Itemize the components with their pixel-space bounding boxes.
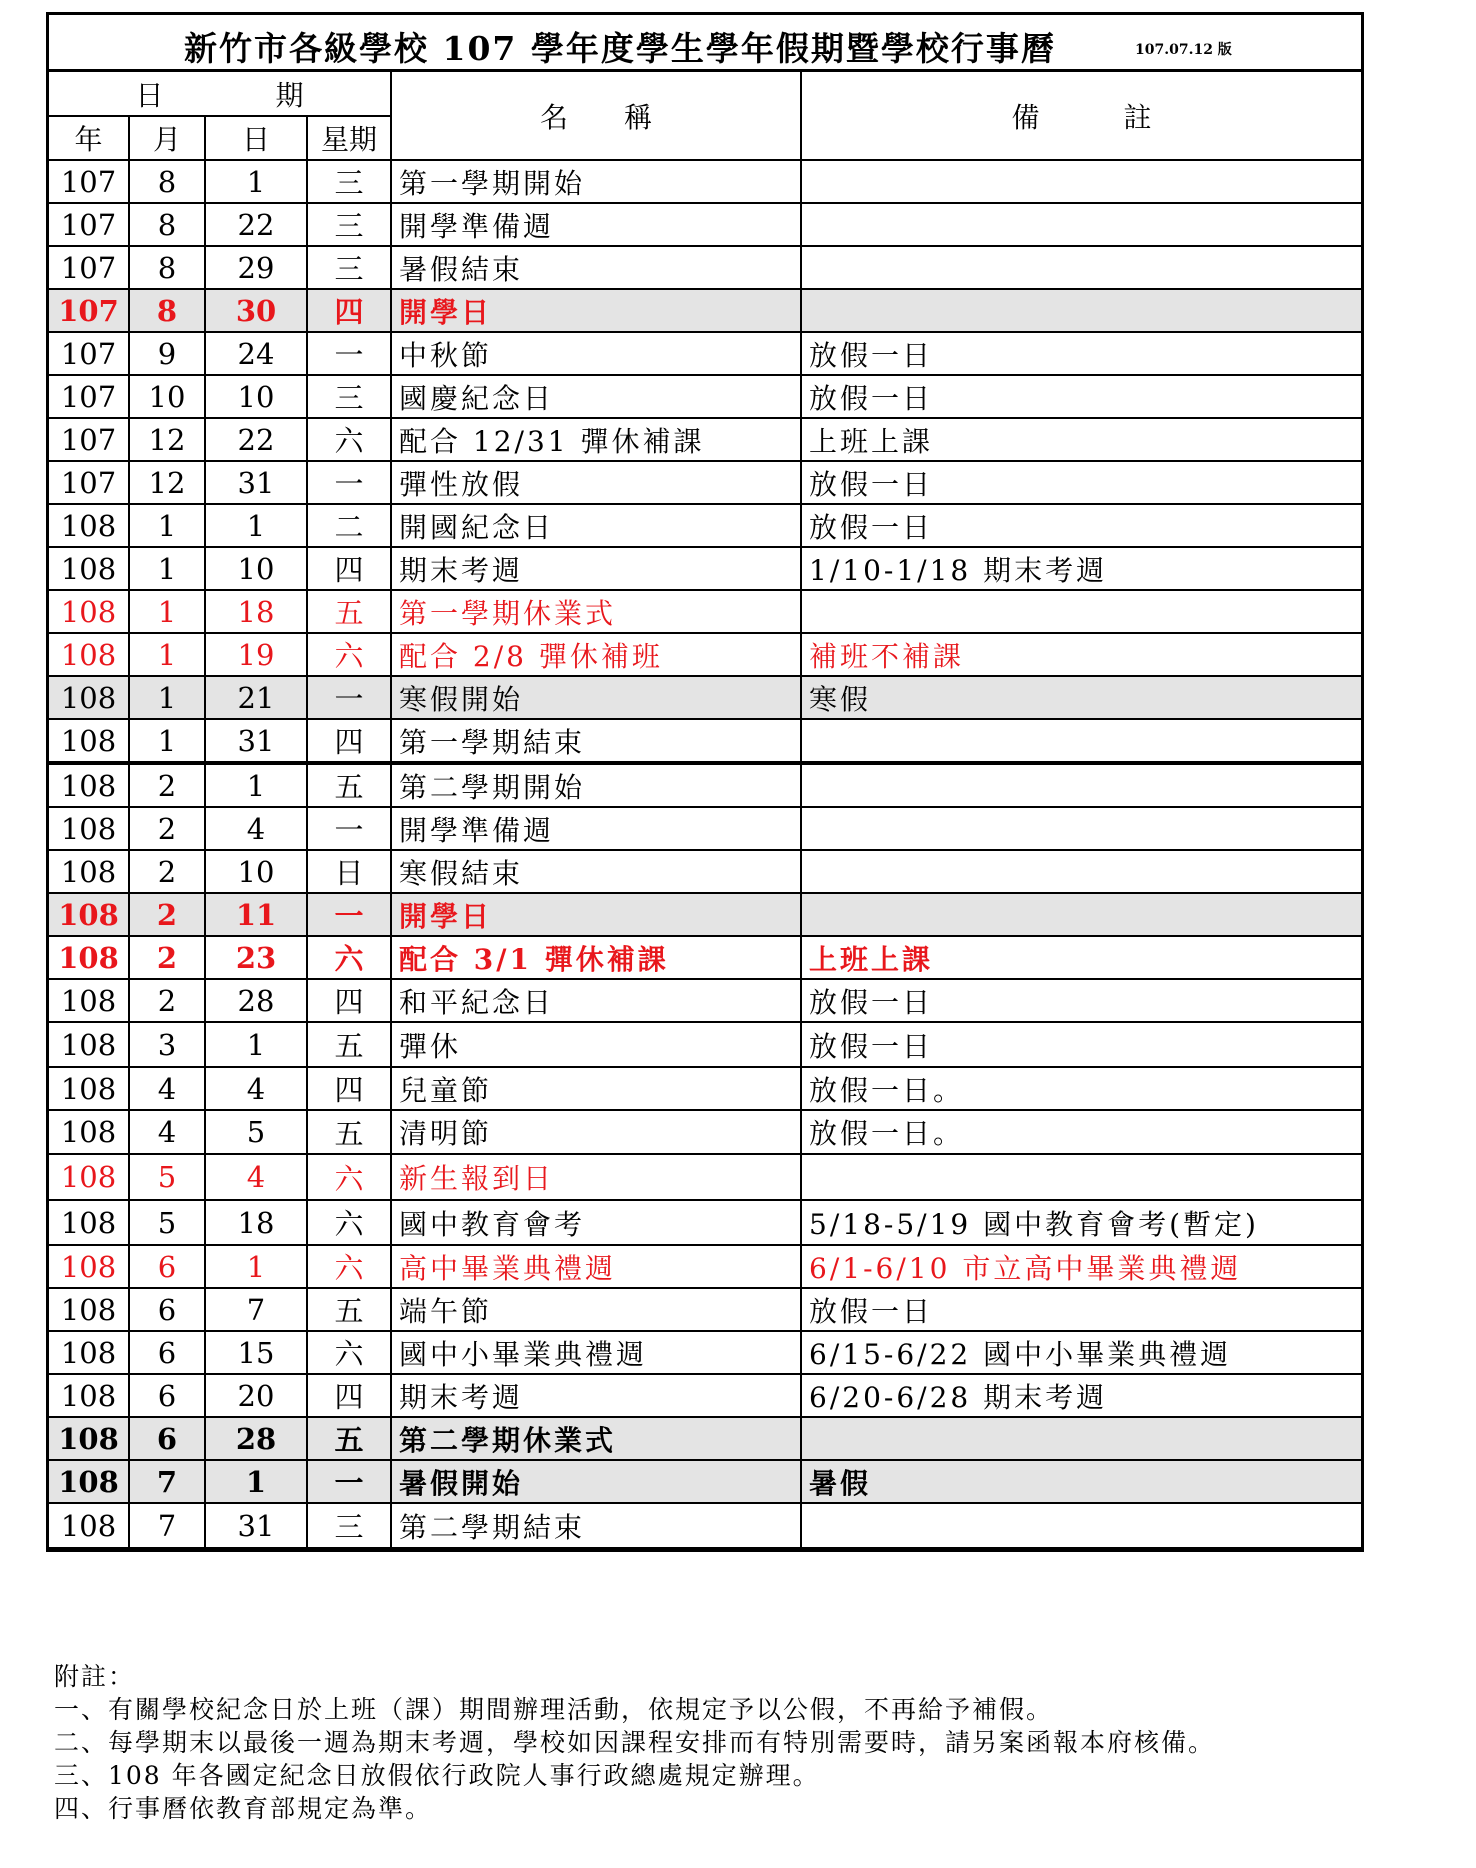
cell-weekday: 六 [307,1331,391,1374]
cell-name: 開學準備週 [391,807,801,850]
table-row [49,633,1361,676]
table-row [49,590,1361,633]
cell-remark: 補班不補課 [801,633,1361,676]
cell-remark [801,203,1361,246]
cell-weekday: 一 [307,1460,391,1503]
cell-month: 2 [129,979,205,1022]
header-weekday: 星期 [307,116,391,160]
cell-month: 5 [129,1154,205,1200]
cell-name: 第一學期開始 [391,160,801,203]
header-month: 月 [129,116,205,160]
cell-weekday: 五 [307,1110,391,1154]
cell-remark: 放假一日 [801,1022,1361,1067]
cell-year: 108 [49,807,129,850]
table-body [49,160,1361,1548]
table-row [49,1417,1361,1460]
cell-name: 暑假結束 [391,246,801,289]
cell-month: 2 [129,893,205,936]
cell-weekday: 一 [307,461,391,504]
table-row [49,850,1361,893]
cell-name: 期末考週 [391,547,801,590]
cell-name: 開學日 [391,893,801,936]
cell-weekday: 三 [307,1503,391,1548]
header-remark: 備 註 [801,72,1361,160]
table-row [49,1374,1361,1417]
cell-day: 19 [205,633,307,676]
cell-day: 31 [205,461,307,504]
cell-day: 24 [205,332,307,375]
header-day: 日 [205,116,307,160]
table-row [49,1067,1361,1110]
cell-year: 108 [49,1067,129,1110]
cell-remark [801,246,1361,289]
cell-remark: 放假一日 [801,979,1361,1022]
cell-weekday: 六 [307,936,391,979]
cell-remark [801,1154,1361,1200]
cell-day: 18 [205,590,307,633]
table-row [49,547,1361,590]
cell-year: 108 [49,504,129,547]
cell-weekday: 四 [307,547,391,590]
cell-remark [801,590,1361,633]
cell-weekday: 四 [307,289,391,332]
cell-name: 第二學期結束 [391,1503,801,1548]
cell-name: 寒假結束 [391,850,801,893]
cell-month: 1 [129,676,205,719]
cell-year: 108 [49,979,129,1022]
cell-weekday: 六 [307,1154,391,1200]
cell-year: 108 [49,547,129,590]
cell-remark [801,763,1361,807]
table-row [49,461,1361,504]
notes-heading: 附註： [54,1662,136,1691]
cell-month: 8 [129,160,205,203]
cell-remark: 上班上課 [801,418,1361,461]
table-row [49,418,1361,461]
cell-day: 10 [205,850,307,893]
cell-remark: 6/15-6/22 國中小畢業典禮週 [801,1331,1361,1374]
cell-day: 31 [205,719,307,763]
cell-day: 11 [205,893,307,936]
cell-year: 108 [49,763,129,807]
cell-weekday: 三 [307,160,391,203]
cell-year: 107 [49,461,129,504]
cell-year: 108 [49,1288,129,1331]
cell-name: 兒童節 [391,1067,801,1110]
notes-section [54,1660,1215,1825]
cell-remark: 放假一日。 [801,1067,1361,1110]
cell-month: 1 [129,504,205,547]
cell-year: 108 [49,1200,129,1245]
cell-weekday: 六 [307,1245,391,1288]
calendar-table [49,72,1361,1549]
cell-year: 107 [49,332,129,375]
cell-day: 4 [205,1154,307,1200]
header-name: 名 稱 [391,72,801,160]
cell-weekday: 六 [307,633,391,676]
cell-name: 第二學期開始 [391,763,801,807]
cell-name: 第二學期休業式 [391,1417,801,1460]
cell-day: 10 [205,375,307,418]
cell-weekday: 三 [307,375,391,418]
cell-day: 7 [205,1288,307,1331]
cell-year: 108 [49,676,129,719]
cell-name: 開學日 [391,289,801,332]
cell-weekday: 日 [307,850,391,893]
cell-month: 3 [129,1022,205,1067]
cell-remark: 5/18-5/19 國中教育會考(暫定) [801,1200,1361,1245]
cell-day: 30 [205,289,307,332]
cell-weekday: 四 [307,979,391,1022]
cell-name: 國慶紀念日 [391,375,801,418]
cell-name: 國中教育會考 [391,1200,801,1245]
cell-remark: 放假一日 [801,332,1361,375]
table-row [49,1460,1361,1503]
cell-day: 1 [205,504,307,547]
version-label: 107.07.12 版 [1135,42,1232,58]
cell-name: 中秋節 [391,332,801,375]
table-row [49,246,1361,289]
cell-month: 6 [129,1245,205,1288]
cell-weekday: 一 [307,807,391,850]
cell-month: 10 [129,375,205,418]
cell-name: 國中小畢業典禮週 [391,1331,801,1374]
cell-name: 彈休 [391,1022,801,1067]
cell-year: 108 [49,1374,129,1417]
cell-month: 4 [129,1110,205,1154]
table-row [49,289,1361,332]
cell-year: 108 [49,1331,129,1374]
cell-name: 暑假開始 [391,1460,801,1503]
cell-weekday: 四 [307,719,391,763]
cell-remark: 6/20-6/28 期末考週 [801,1374,1361,1417]
cell-day: 1 [205,1245,307,1288]
cell-remark: 放假一日 [801,461,1361,504]
cell-weekday: 一 [307,676,391,719]
cell-year: 108 [49,1417,129,1460]
table-row [49,1110,1361,1154]
cell-year: 108 [49,1460,129,1503]
cell-month: 8 [129,289,205,332]
cell-name: 第一學期結束 [391,719,801,763]
cell-year: 108 [49,1503,129,1548]
cell-year: 108 [49,719,129,763]
cell-day: 4 [205,1067,307,1110]
cell-year: 108 [49,1022,129,1067]
cell-name: 寒假開始 [391,676,801,719]
table-row [49,1200,1361,1245]
cell-day: 1 [205,160,307,203]
cell-day: 1 [205,763,307,807]
cell-day: 21 [205,676,307,719]
cell-name: 高中畢業典禮週 [391,1245,801,1288]
cell-remark [801,1417,1361,1460]
table-row [49,979,1361,1022]
cell-month: 2 [129,936,205,979]
cell-remark: 放假一日 [801,504,1361,547]
cell-name: 配合 2/8 彈休補班 [391,633,801,676]
cell-day: 4 [205,807,307,850]
cell-weekday: 一 [307,332,391,375]
cell-remark: 6/1-6/10 市立高中畢業典禮週 [801,1245,1361,1288]
cell-year: 107 [49,203,129,246]
cell-day: 1 [205,1022,307,1067]
cell-month: 6 [129,1374,205,1417]
cell-weekday: 三 [307,246,391,289]
cell-day: 28 [205,1417,307,1460]
cell-year: 108 [49,1245,129,1288]
cell-day: 23 [205,936,307,979]
cell-remark: 寒假 [801,676,1361,719]
cell-remark [801,289,1361,332]
table-header [49,72,1361,160]
cell-month: 1 [129,633,205,676]
cell-day: 10 [205,547,307,590]
table-row [49,375,1361,418]
cell-day: 22 [205,418,307,461]
cell-day: 20 [205,1374,307,1417]
table-row [49,1022,1361,1067]
cell-weekday: 四 [307,1067,391,1110]
cell-remark [801,807,1361,850]
cell-month: 8 [129,246,205,289]
cell-year: 107 [49,418,129,461]
cell-month: 1 [129,547,205,590]
table-row [49,719,1361,763]
cell-remark: 上班上課 [801,936,1361,979]
cell-month: 1 [129,590,205,633]
table-row [49,1503,1361,1548]
cell-name: 清明節 [391,1110,801,1154]
cell-year: 108 [49,633,129,676]
cell-name: 配合 12/31 彈休補課 [391,418,801,461]
table-row [49,504,1361,547]
cell-month: 5 [129,1200,205,1245]
cell-day: 15 [205,1331,307,1374]
header-date-group: 日 期 [49,72,391,116]
cell-remark [801,850,1361,893]
cell-name: 端午節 [391,1288,801,1331]
cell-weekday: 三 [307,203,391,246]
cell-month: 2 [129,807,205,850]
cell-name: 新生報到日 [391,1154,801,1200]
cell-day: 1 [205,1460,307,1503]
cell-day: 31 [205,1503,307,1548]
table-row [49,160,1361,203]
cell-month: 7 [129,1460,205,1503]
cell-name: 配合 3/1 彈休補課 [391,936,801,979]
cell-remark: 放假一日 [801,1288,1361,1331]
cell-year: 108 [49,850,129,893]
cell-month: 7 [129,1503,205,1548]
cell-month: 9 [129,332,205,375]
cell-weekday: 四 [307,1374,391,1417]
note-item: 四、行事曆依教育部規定為準。 [54,1794,433,1823]
cell-remark: 放假一日。 [801,1110,1361,1154]
cell-year: 107 [49,375,129,418]
cell-month: 6 [129,1331,205,1374]
note-item: 二、每學期末以最後一週為期末考週，學校如因課程安排而有特別需要時，請另案函報本府核備。 [54,1728,1216,1757]
cell-year: 108 [49,936,129,979]
cell-remark: 放假一日 [801,375,1361,418]
cell-day: 28 [205,979,307,1022]
cell-weekday: 一 [307,893,391,936]
table-row [49,1331,1361,1374]
cell-name: 第一學期休業式 [391,590,801,633]
cell-year: 108 [49,893,129,936]
table-row [49,763,1361,807]
cell-month: 12 [129,418,205,461]
note-item: 三、108 年各國定紀念日放假依行政院人事行政總處規定辦理。 [54,1761,820,1790]
table-row [49,807,1361,850]
table-row [49,203,1361,246]
table-row [49,936,1361,979]
table-row [49,1245,1361,1288]
cell-name: 開學準備週 [391,203,801,246]
cell-remark [801,1503,1361,1548]
cell-month: 6 [129,1417,205,1460]
cell-day: 18 [205,1200,307,1245]
cell-day: 5 [205,1110,307,1154]
calendar-sheet [46,12,1364,1552]
cell-weekday: 五 [307,590,391,633]
cell-remark [801,893,1361,936]
cell-month: 12 [129,461,205,504]
document-title: 新竹市各級學校 107 學年度學生學年假期暨學校行事曆 [184,29,1056,68]
cell-year: 108 [49,590,129,633]
cell-weekday: 五 [307,1417,391,1460]
cell-year: 108 [49,1110,129,1154]
cell-year: 107 [49,246,129,289]
cell-year: 108 [49,1154,129,1200]
table-row [49,332,1361,375]
cell-weekday: 六 [307,1200,391,1245]
cell-remark: 暑假 [801,1460,1361,1503]
cell-name: 開國紀念日 [391,504,801,547]
cell-weekday: 二 [307,504,391,547]
cell-month: 2 [129,850,205,893]
cell-name: 期末考週 [391,1374,801,1417]
header-year: 年 [49,116,129,160]
table-row [49,1154,1361,1200]
table-row [49,1288,1361,1331]
cell-weekday: 五 [307,1288,391,1331]
cell-name: 和平紀念日 [391,979,801,1022]
cell-weekday: 五 [307,763,391,807]
cell-weekday: 六 [307,418,391,461]
title-bar [49,15,1361,72]
cell-year: 107 [49,289,129,332]
note-item: 一、有關學校紀念日於上班（課）期間辦理活動，依規定予以公假，不再給予補假。 [54,1695,1054,1724]
cell-remark [801,160,1361,203]
cell-month: 4 [129,1067,205,1110]
cell-name: 彈性放假 [391,461,801,504]
cell-remark: 1/10-1/18 期末考週 [801,547,1361,590]
table-row [49,676,1361,719]
cell-month: 1 [129,719,205,763]
cell-remark [801,719,1361,763]
cell-month: 8 [129,203,205,246]
cell-weekday: 五 [307,1022,391,1067]
cell-day: 22 [205,203,307,246]
cell-day: 29 [205,246,307,289]
cell-month: 6 [129,1288,205,1331]
cell-year: 107 [49,160,129,203]
table-row [49,893,1361,936]
cell-month: 2 [129,763,205,807]
